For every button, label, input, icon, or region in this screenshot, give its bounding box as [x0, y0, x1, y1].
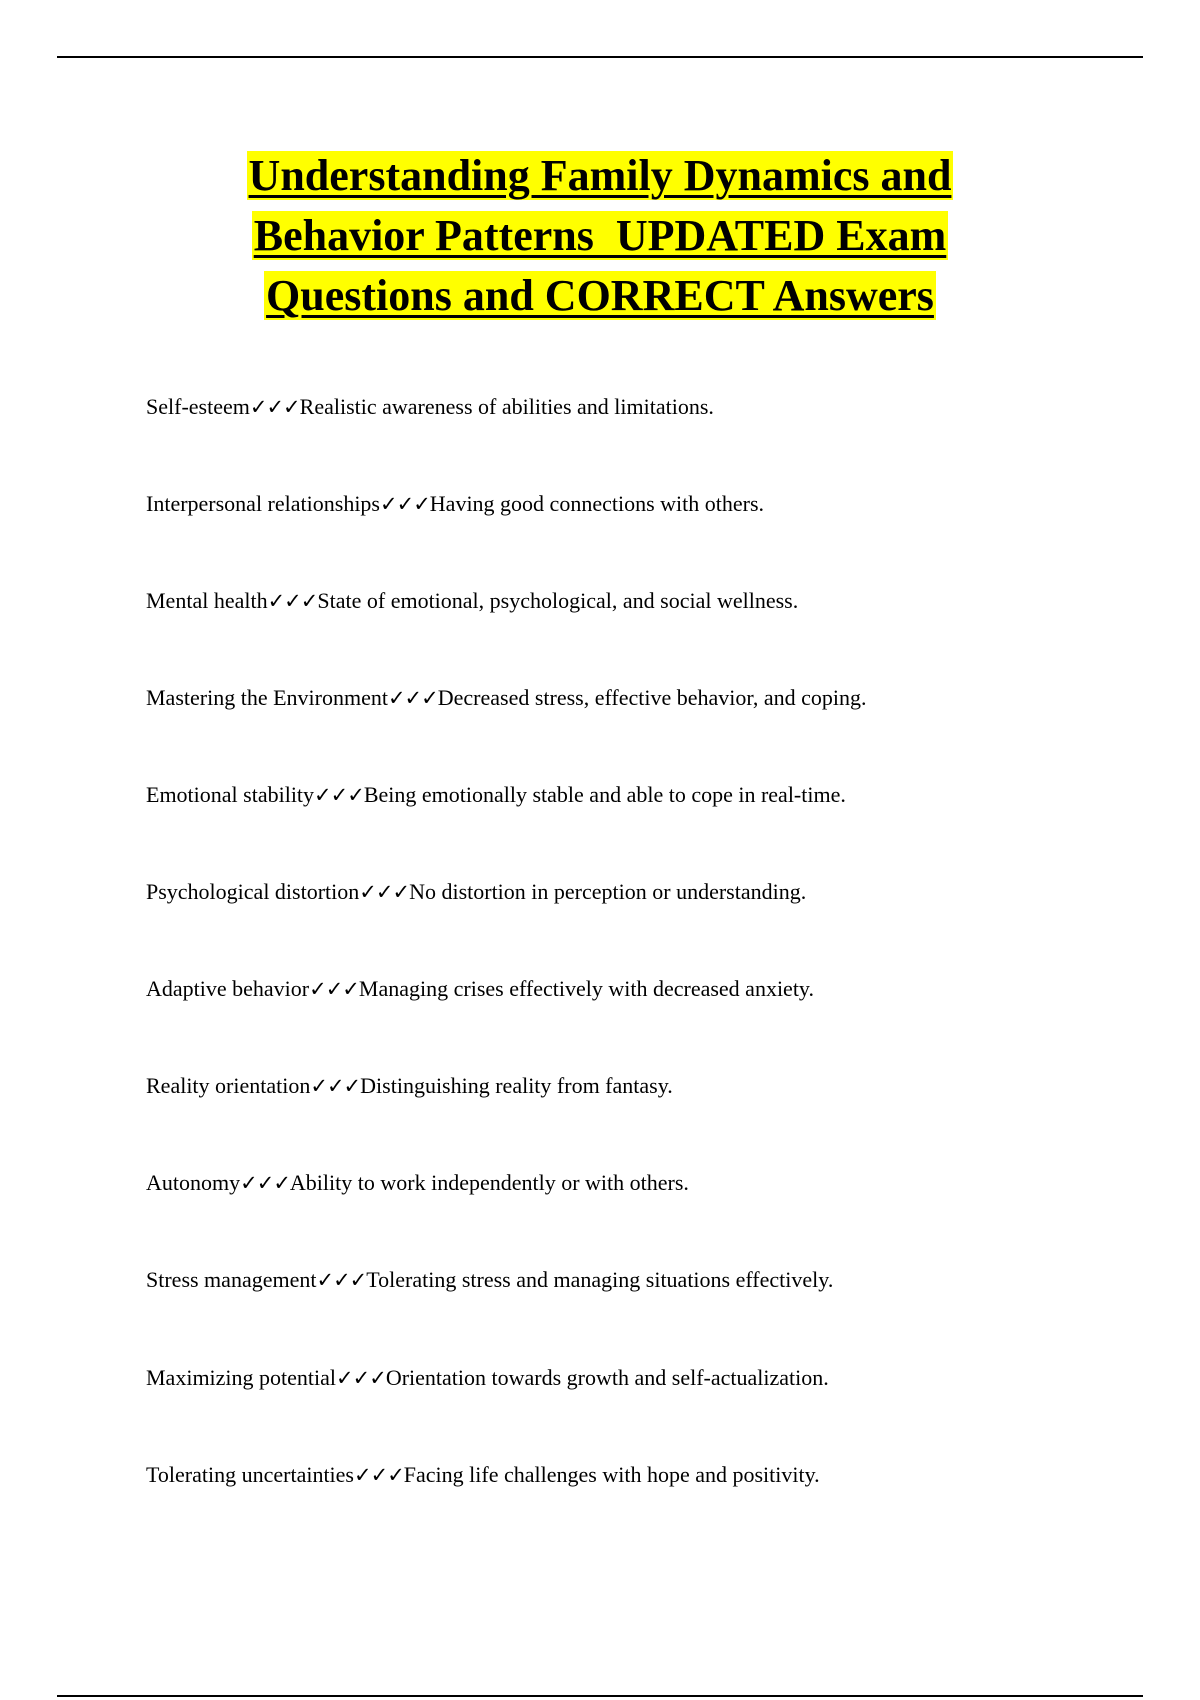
checkmark-icon: ✓✓✓ — [249, 395, 300, 419]
definition: Distinguishing reality from fantasy. — [360, 1073, 673, 1098]
checkmark-icon: ✓✓✓ — [240, 1171, 290, 1195]
definition: Facing life challenges with hope and positivity. — [403, 1462, 820, 1487]
term: Adaptive behavior — [146, 976, 310, 1001]
list-item — [146, 962, 1146, 1059]
title-line-2 — [0, 206, 1200, 266]
definition: Realistic awareness of abilities and limitations. — [299, 394, 714, 419]
definition: Being emotionally stable and able to cope in real-time. — [363, 782, 846, 807]
definition: Decreased stress, effective behavior, and coping. — [437, 685, 867, 710]
term: Tolerating uncertainties — [146, 1462, 354, 1487]
term: Psychological distortion — [146, 879, 360, 904]
title-line-3 — [0, 266, 1200, 326]
checkmark-icon: ✓✓✓ — [387, 686, 438, 710]
definition: Tolerating stress and managing situations effectively. — [366, 1267, 834, 1292]
term: Reality orientation — [146, 1073, 311, 1098]
checkmark-icon: ✓✓✓ — [310, 1074, 361, 1098]
term: Self-esteem — [146, 394, 250, 419]
list-item — [146, 671, 1146, 768]
list-item — [146, 865, 1146, 962]
term: Stress management — [146, 1267, 317, 1292]
list-item — [146, 477, 1146, 574]
term: Maximizing potential — [146, 1364, 337, 1390]
bottom-divider — [57, 1695, 1143, 1697]
checkmark-icon: ✓✓✓ — [336, 1365, 386, 1390]
definition: State of emotional, psychological, and social wellness. — [317, 588, 799, 613]
list-item — [146, 768, 1146, 865]
top-divider — [57, 56, 1143, 58]
title-text-2: Behavior Patterns UPDATED Exam — [253, 211, 947, 260]
term: Mastering the Environment — [146, 685, 388, 710]
title-line-1 — [0, 146, 1200, 206]
list-item — [146, 1253, 1146, 1351]
term: Mental health — [146, 588, 268, 613]
definition: No distortion in perception or understanding. — [409, 879, 807, 904]
title-text-1: Understanding Family Dynamics and — [248, 151, 952, 200]
list-item — [146, 1351, 1146, 1449]
list-item — [146, 574, 1146, 671]
term: Interpersonal relationships — [146, 491, 380, 516]
definition: Having good connections with others. — [429, 491, 765, 516]
checkmark-icon: ✓✓✓ — [314, 783, 364, 807]
checkmark-icon: ✓✓✓ — [309, 977, 359, 1001]
term: Emotional stability — [146, 782, 315, 807]
list-item — [146, 380, 1146, 477]
checkmark-icon: ✓✓✓ — [359, 880, 410, 904]
list-item — [146, 1448, 1146, 1546]
list-item — [146, 1059, 1146, 1156]
checkmark-icon: ✓✓✓ — [316, 1268, 367, 1292]
definition: Managing crises effectively with decreased anxiety. — [358, 976, 814, 1001]
document-title — [0, 146, 1200, 326]
list-item — [146, 1156, 1146, 1253]
term-list — [146, 380, 1146, 1546]
term: Autonomy — [146, 1170, 241, 1195]
checkmark-icon: ✓✓✓ — [354, 1463, 404, 1487]
definition: Orientation towards growth and self-actualization. — [385, 1364, 829, 1390]
definition: Ability to work independently or with others. — [289, 1170, 689, 1195]
checkmark-icon: ✓✓✓ — [380, 492, 430, 516]
checkmark-icon: ✓✓✓ — [267, 589, 318, 613]
title-text-3: Questions and CORRECT Answers — [266, 271, 934, 320]
